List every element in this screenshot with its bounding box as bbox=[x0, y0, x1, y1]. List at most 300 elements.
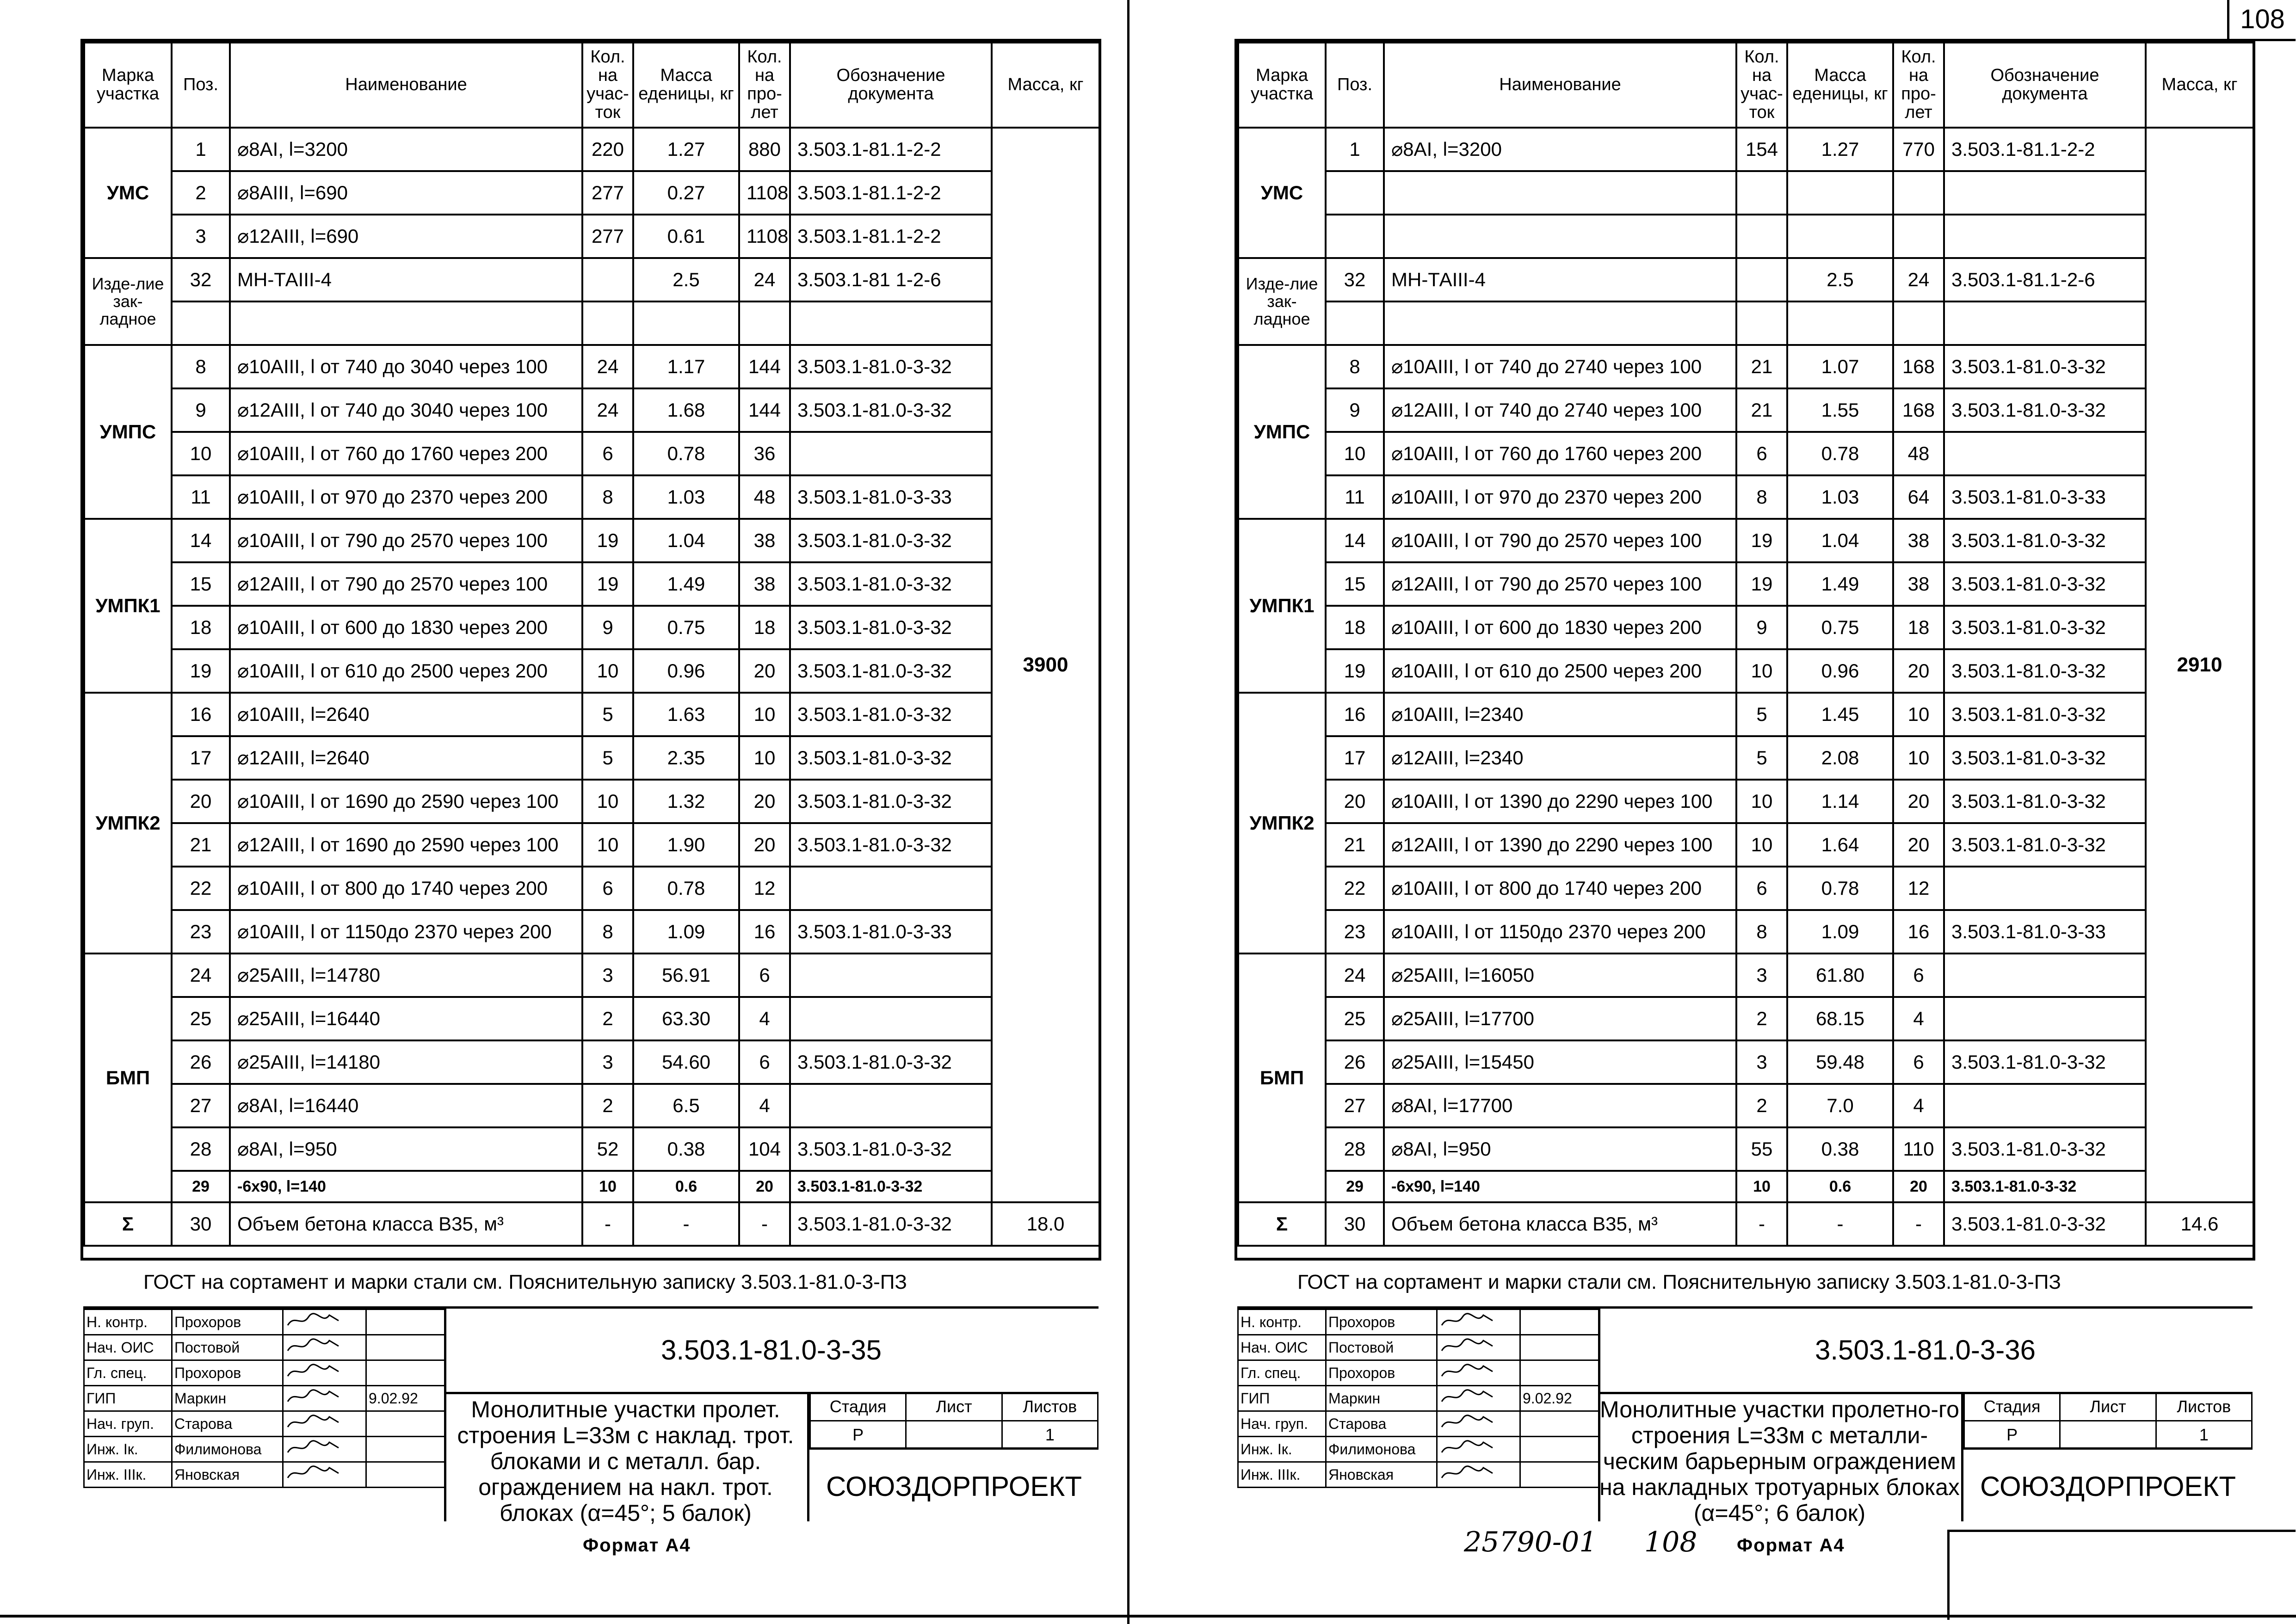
cell-qty-sections bbox=[582, 258, 633, 301]
stamp-signature bbox=[283, 1386, 366, 1411]
spec-body bbox=[1238, 43, 2253, 1246]
cell-qty-span: 18 bbox=[739, 606, 790, 649]
cell-name: ⌀10AIII, l от 970 до 2370 через 200 bbox=[230, 475, 582, 519]
cell-qty-span: 144 bbox=[739, 388, 790, 432]
stamp-signature bbox=[1437, 1386, 1520, 1411]
stage-table bbox=[809, 1392, 1099, 1447]
stamp-name: Маркин bbox=[172, 1386, 283, 1411]
cell-pos: 24 bbox=[1326, 953, 1384, 997]
cell-name bbox=[1384, 215, 1736, 258]
stamp-role: ГИП bbox=[84, 1386, 172, 1411]
cell-name: ⌀10AIII, l от 1390 до 2290 через 100 bbox=[1384, 780, 1736, 823]
cell-pos: 1 bbox=[172, 128, 230, 171]
cell-qty-sections: 2 bbox=[582, 1084, 633, 1127]
page-number: 108 bbox=[2227, 0, 2296, 41]
table-row bbox=[84, 606, 1099, 649]
stamp-role: Нач. груп. bbox=[1238, 1411, 1326, 1437]
cell-name: МН-ТАIII-4 bbox=[1384, 258, 1736, 301]
table-row bbox=[84, 215, 1099, 258]
header-mass: Масса, кг bbox=[2146, 43, 2253, 128]
cell-qty-sections: 277 bbox=[582, 171, 633, 215]
signature-mark bbox=[1439, 1439, 1495, 1456]
cell-qty-sections: 19 bbox=[582, 519, 633, 562]
cell-qty-span: 110 bbox=[1893, 1127, 1944, 1171]
cell-qty-sections: 19 bbox=[1736, 519, 1787, 562]
cell-doc: 3.503.1-81.1-2-2 bbox=[790, 128, 992, 171]
stamp-row bbox=[84, 1310, 445, 1335]
stamp-role: Гл. спец. bbox=[84, 1360, 172, 1386]
cell-pos: 16 bbox=[1326, 693, 1384, 736]
cell-qty-sections: 5 bbox=[582, 693, 633, 736]
header-pos: Поз. bbox=[172, 43, 230, 128]
cell-name: ⌀8AI, l=950 bbox=[230, 1127, 582, 1171]
cell-pos: 9 bbox=[172, 388, 230, 432]
stamp-row bbox=[1238, 1437, 1599, 1462]
table-row bbox=[84, 258, 1099, 301]
table-row bbox=[1238, 953, 2253, 997]
cell-qty-span: 20 bbox=[1893, 649, 1944, 693]
cell-doc: 3.503.1-81.0-3-32 bbox=[1944, 693, 2146, 736]
table-row bbox=[1238, 171, 2253, 215]
table-row bbox=[1238, 215, 2253, 258]
sum-row bbox=[1238, 1202, 2253, 1246]
cell-pos: 2 bbox=[172, 171, 230, 215]
cell-pos: 21 bbox=[1326, 823, 1384, 867]
table-row bbox=[1238, 258, 2253, 301]
right-bottom-frame bbox=[1947, 1530, 2296, 1620]
signature-mark bbox=[1439, 1311, 1495, 1329]
cell-name: ⌀12AIII, l=2640 bbox=[230, 736, 582, 780]
stamp-name: Прохоров bbox=[1326, 1310, 1437, 1335]
cell-doc: 3.503.1-81.0-3-32 bbox=[1944, 1127, 2146, 1171]
cell-unit-mass: 0.78 bbox=[1787, 432, 1893, 475]
section-mark: УМПК2 bbox=[1238, 693, 1326, 953]
cell-doc: 3.503.1-81.0-3-32 bbox=[790, 693, 992, 736]
cell-qty-span: 16 bbox=[739, 910, 790, 953]
cell-qty-span: 880 bbox=[739, 128, 790, 171]
cell-unit-mass bbox=[633, 301, 739, 345]
cell-qty-span: 104 bbox=[739, 1127, 790, 1171]
cell-doc: 3.503.1-81.0-3-32 bbox=[1944, 606, 2146, 649]
stamp-role: Н. контр. bbox=[84, 1310, 172, 1335]
cell-doc: 3.503.1-81.0-3-32 bbox=[790, 519, 992, 562]
cell-qty-span: 38 bbox=[1893, 519, 1944, 562]
title-block bbox=[83, 1309, 1099, 1526]
cell-doc: 3.503.1-81.1-2-2 bbox=[1944, 128, 2146, 171]
cell-unit-mass: 0.75 bbox=[633, 606, 739, 649]
cell-doc bbox=[1944, 171, 2146, 215]
cell-qty-sections: 10 bbox=[582, 1171, 633, 1202]
stamp-role: Инж. Iк. bbox=[84, 1437, 172, 1462]
cell-qty-sections: 2 bbox=[1736, 997, 1787, 1040]
cell-doc: 3.503.1-81.0-3-32 bbox=[1944, 1171, 2146, 1202]
cell-name: ⌀10AIII, l=2340 bbox=[1384, 693, 1736, 736]
table-row bbox=[84, 997, 1099, 1040]
cell-qty-sections: 6 bbox=[582, 867, 633, 910]
cell-pos: 1 bbox=[1326, 128, 1384, 171]
stamp-row bbox=[1238, 1360, 1599, 1386]
cell-pos: 28 bbox=[1326, 1127, 1384, 1171]
cell-name: ⌀8AIII, l=690 bbox=[230, 171, 582, 215]
stamp-row bbox=[84, 1335, 445, 1360]
cell-doc: 3.503.1-81.0-3-32 bbox=[1944, 388, 2146, 432]
cell-name: ⌀25AIII, l=15450 bbox=[1384, 1040, 1736, 1084]
signature-mark bbox=[1439, 1362, 1495, 1380]
cell-name: -6x90, l=140 bbox=[230, 1171, 582, 1202]
cell-unit-mass: - bbox=[633, 1202, 739, 1246]
drawing-title: Монолитные участки пролетно-го строения L=33м с металли-ческим барьерным ограждением на накладных тротуарных блоках (α=45°; 6 балок) bbox=[1598, 1392, 1963, 1521]
header-doc: Обозначение документа bbox=[790, 43, 992, 128]
signature-mark bbox=[285, 1311, 341, 1329]
stage-label: Стадия bbox=[810, 1393, 906, 1421]
cell-pos: 3 bbox=[172, 215, 230, 258]
cell-name: ⌀12AIII, l от 740 до 2740 через 100 bbox=[1384, 388, 1736, 432]
cell-qty-sections: 3 bbox=[1736, 953, 1787, 997]
stamp-signature bbox=[1437, 1335, 1520, 1360]
cell-pos: 28 bbox=[172, 1127, 230, 1171]
section-mark: Изде-лие зак-ладное bbox=[1238, 258, 1326, 345]
cell-qty-sections: 8 bbox=[582, 910, 633, 953]
cell-unit-mass: 56.91 bbox=[633, 953, 739, 997]
header-mass: Масса, кг bbox=[992, 43, 1099, 128]
spec-table bbox=[83, 42, 1100, 1247]
stamp-name: Постовой bbox=[1326, 1335, 1437, 1360]
cell-qty-span: 168 bbox=[1893, 345, 1944, 388]
sheet-label: Лист bbox=[2060, 1393, 2156, 1421]
header-doc: Обозначение документа bbox=[1944, 43, 2146, 128]
stamp-name: Яновская bbox=[172, 1462, 283, 1488]
stage-value: Р bbox=[810, 1421, 906, 1449]
cell-pos: 20 bbox=[172, 780, 230, 823]
cell-qty-sections: 6 bbox=[1736, 867, 1787, 910]
cell-pos: 14 bbox=[1326, 519, 1384, 562]
cell-qty-span: 20 bbox=[1893, 780, 1944, 823]
cell-qty-sections: 5 bbox=[582, 736, 633, 780]
cell-doc: 3.503.1-81.0-3-33 bbox=[790, 910, 992, 953]
table-row bbox=[1238, 345, 2253, 388]
stamp-signature bbox=[1437, 1411, 1520, 1437]
cell-name: ⌀8AI, l=3200 bbox=[1384, 128, 1736, 171]
cell-qty-sections: 220 bbox=[582, 128, 633, 171]
cell-pos: 18 bbox=[172, 606, 230, 649]
cell-qty-sections bbox=[582, 301, 633, 345]
spec-body bbox=[84, 43, 1099, 1246]
cell-name: ⌀12AIII, l от 790 до 2570 через 100 bbox=[1384, 562, 1736, 606]
cell-unit-mass: 2.5 bbox=[1787, 258, 1893, 301]
cell-unit-mass: 1.27 bbox=[633, 128, 739, 171]
table-row bbox=[84, 736, 1099, 780]
cell-name: ⌀10AIII, l от 1150до 2370 через 200 bbox=[230, 910, 582, 953]
cell-qty-span: 20 bbox=[739, 823, 790, 867]
stamp-name: Постовой bbox=[172, 1335, 283, 1360]
cell-doc bbox=[1944, 432, 2146, 475]
cell-qty-span: 4 bbox=[1893, 1084, 1944, 1127]
cell-qty-span bbox=[1893, 171, 1944, 215]
cell-name: ⌀10AIII, l от 600 до 1830 через 200 bbox=[230, 606, 582, 649]
cell-name: ⌀10AIII, l от 610 до 2500 через 200 bbox=[230, 649, 582, 693]
cell-pos: 17 bbox=[172, 736, 230, 780]
table-row bbox=[1238, 823, 2253, 867]
table-row bbox=[1238, 867, 2253, 910]
stamp-row bbox=[84, 1437, 445, 1462]
cell-pos: 26 bbox=[172, 1040, 230, 1084]
cell-name: МН-ТАIII-4 bbox=[230, 258, 582, 301]
cell-pos: 30 bbox=[172, 1202, 230, 1246]
format-label: Формат А4 bbox=[583, 1535, 691, 1556]
stamp-date bbox=[1520, 1335, 1599, 1360]
cell-qty-sections: - bbox=[1736, 1202, 1787, 1246]
cell-name: -6x90, l=140 bbox=[1384, 1171, 1736, 1202]
stamp-row bbox=[84, 1386, 445, 1411]
table-row bbox=[1238, 1171, 2253, 1202]
stamp-signature bbox=[283, 1411, 366, 1437]
cell-unit-mass: 0.78 bbox=[633, 432, 739, 475]
section-mark: БМП bbox=[84, 953, 172, 1202]
table-row bbox=[84, 823, 1099, 867]
cell-qty-span: 20 bbox=[739, 780, 790, 823]
format-label: Формат А4 bbox=[1737, 1535, 1845, 1556]
cell-unit-mass: 1.03 bbox=[1787, 475, 1893, 519]
cell-name: ⌀12AIII, l от 790 до 2570 через 100 bbox=[230, 562, 582, 606]
cell-doc bbox=[790, 953, 992, 997]
cell-qty-sections: 8 bbox=[1736, 475, 1787, 519]
cell-doc: 3.503.1-81.0-3-33 bbox=[1944, 475, 2146, 519]
table-row bbox=[84, 780, 1099, 823]
cell-unit-mass: 2.5 bbox=[633, 258, 739, 301]
cell-qty-span: 16 bbox=[1893, 910, 1944, 953]
title-block bbox=[1237, 1309, 2253, 1526]
cell-name: ⌀10AIII, l от 1690 до 2590 через 100 bbox=[230, 780, 582, 823]
cell-qty-span: 24 bbox=[739, 258, 790, 301]
sheet-right bbox=[1234, 39, 2255, 1558]
header-qty-span: Кол. на про-лет bbox=[739, 43, 790, 128]
cell-qty-sections: 52 bbox=[582, 1127, 633, 1171]
cell-qty-sections: 277 bbox=[582, 215, 633, 258]
gost-note: ГОСТ на сортамент и марки стали см. Пояснительную записку 3.503.1-81.0-3-ПЗ bbox=[1237, 1258, 2253, 1309]
signature-mark bbox=[285, 1439, 341, 1456]
header-marka: Марка участка bbox=[1238, 43, 1326, 128]
cell-pos: 10 bbox=[1326, 432, 1384, 475]
table-row bbox=[1238, 475, 2253, 519]
stamp-row bbox=[84, 1360, 445, 1386]
stamp-date bbox=[366, 1310, 445, 1335]
header-unit-mass: Масса еденицы, кг bbox=[1787, 43, 1893, 128]
cell-name: ⌀10AIII, l от 790 до 2570 через 100 bbox=[230, 519, 582, 562]
cell-qty-sections: 21 bbox=[1736, 345, 1787, 388]
cell-qty-sections: 10 bbox=[582, 823, 633, 867]
cell-doc bbox=[1944, 953, 2146, 997]
cell-name: ⌀12AIII, l от 1390 до 2290 через 100 bbox=[1384, 823, 1736, 867]
cell-qty-sections: 10 bbox=[1736, 823, 1787, 867]
cell-name: ⌀10AIII, l от 600 до 1830 через 200 bbox=[1384, 606, 1736, 649]
cell-pos: 19 bbox=[172, 649, 230, 693]
signature-mark bbox=[285, 1337, 341, 1354]
cell-qty-span: 4 bbox=[739, 997, 790, 1040]
cell-unit-mass: 2.08 bbox=[1787, 736, 1893, 780]
cell-doc: 3.503.1-81.1-2-2 bbox=[790, 215, 992, 258]
cell-pos: 23 bbox=[1326, 910, 1384, 953]
stamp-signature bbox=[283, 1310, 366, 1335]
stamp-date bbox=[366, 1360, 445, 1386]
cell-name: ⌀12AIII, l от 1690 до 2590 через 100 bbox=[230, 823, 582, 867]
cell-name: ⌀10AIII, l от 760 до 1760 через 200 bbox=[1384, 432, 1736, 475]
sheet-value bbox=[906, 1421, 1002, 1449]
table-row bbox=[84, 910, 1099, 953]
signature-mark bbox=[285, 1388, 341, 1405]
table-row bbox=[1238, 693, 2253, 736]
cell-pos bbox=[1326, 301, 1384, 345]
cell-unit-mass: 0.61 bbox=[633, 215, 739, 258]
cell-unit-mass: 0.6 bbox=[633, 1171, 739, 1202]
cell-pos: 32 bbox=[172, 258, 230, 301]
cell-pos bbox=[1326, 171, 1384, 215]
cell-pos: 25 bbox=[1326, 997, 1384, 1040]
cell-unit-mass: 1.03 bbox=[633, 475, 739, 519]
cell-qty-sections: 2 bbox=[1736, 1084, 1787, 1127]
cell-unit-mass: 59.48 bbox=[1787, 1040, 1893, 1084]
sheets-value: 1 bbox=[1002, 1421, 1098, 1449]
cell-qty-sections: 154 bbox=[1736, 128, 1787, 171]
cell-name bbox=[1384, 301, 1736, 345]
stamp-signature bbox=[283, 1335, 366, 1360]
cell-unit-mass: 1.64 bbox=[1787, 823, 1893, 867]
signature-mark bbox=[285, 1362, 341, 1380]
cell-doc: 3.503.1-81.0-3-32 bbox=[1944, 345, 2146, 388]
cell-unit-mass: 1.90 bbox=[633, 823, 739, 867]
cell-unit-mass: 1.55 bbox=[1787, 388, 1893, 432]
cell-name: ⌀12AIII, l=690 bbox=[230, 215, 582, 258]
cell-doc: 3.503.1-81.0-3-32 bbox=[790, 388, 992, 432]
header-unit-mass: Масса еденицы, кг bbox=[633, 43, 739, 128]
header-marka: Марка участка bbox=[84, 43, 172, 128]
cell-unit-mass: 7.0 bbox=[1787, 1084, 1893, 1127]
cell-doc: 3.503.1-81.0-3-32 bbox=[1944, 519, 2146, 562]
cell-qty-span: 20 bbox=[1893, 823, 1944, 867]
stamp-signature bbox=[283, 1437, 366, 1462]
cell-qty-sections: 19 bbox=[582, 562, 633, 606]
cell-qty-sections: 2 bbox=[582, 997, 633, 1040]
cell-unit-mass: 63.30 bbox=[633, 997, 739, 1040]
table-row bbox=[1238, 388, 2253, 432]
stamp-role: Нач. груп. bbox=[84, 1411, 172, 1437]
table-row bbox=[1238, 1040, 2253, 1084]
stamp-row bbox=[1238, 1335, 1599, 1360]
stamp-name: Старова bbox=[172, 1411, 283, 1437]
section-mark: БМП bbox=[1238, 953, 1326, 1202]
gost-note: ГОСТ на сортамент и марки стали см. Пояснительную записку 3.503.1-81.0-3-ПЗ bbox=[83, 1258, 1099, 1309]
cell-name: ⌀10AIII, l от 740 до 3040 через 100 bbox=[230, 345, 582, 388]
cell-qty-span: 168 bbox=[1893, 388, 1944, 432]
stamp-name: Филимонова bbox=[172, 1437, 283, 1462]
cell-doc: 3.503.1-81.1-2-6 bbox=[1944, 258, 2146, 301]
table-row bbox=[84, 171, 1099, 215]
cell-name: ⌀10AIII, l от 740 до 2740 через 100 bbox=[1384, 345, 1736, 388]
page-divider bbox=[1127, 0, 1129, 1624]
cell-qty-sections: 8 bbox=[1736, 910, 1787, 953]
section-mark: УМПК1 bbox=[1238, 519, 1326, 693]
header-name: Наименование bbox=[230, 43, 582, 128]
cell-unit-mass: 1.14 bbox=[1787, 780, 1893, 823]
stamp-role: Гл. спец. bbox=[1238, 1360, 1326, 1386]
table-row bbox=[84, 519, 1099, 562]
table-row bbox=[1238, 649, 2253, 693]
cell-name: ⌀12AIII, l от 740 до 3040 через 100 bbox=[230, 388, 582, 432]
cell-name: ⌀25AIII, l=16050 bbox=[1384, 953, 1736, 997]
organization-name: СОЮЗДОРПРОЕКТ bbox=[1963, 1447, 2253, 1524]
cell-pos: 23 bbox=[172, 910, 230, 953]
cell-qty-span: 10 bbox=[1893, 736, 1944, 780]
table-row bbox=[84, 953, 1099, 997]
stamp-signature bbox=[283, 1462, 366, 1488]
cell-name: ⌀25AIII, l=17700 bbox=[1384, 997, 1736, 1040]
cell-qty-sections: 10 bbox=[1736, 1171, 1787, 1202]
table-row bbox=[84, 475, 1099, 519]
signature-mark bbox=[285, 1413, 341, 1431]
cell-name: ⌀25AIII, l=16440 bbox=[230, 997, 582, 1040]
stamp-role: Нач. ОИС bbox=[1238, 1335, 1326, 1360]
cell-doc: 3.503.1-81.1-2-2 bbox=[790, 171, 992, 215]
cell-pos: 22 bbox=[1326, 867, 1384, 910]
cell-unit-mass: 61.80 bbox=[1787, 953, 1893, 997]
stamp-row bbox=[84, 1411, 445, 1437]
cell-qty-sections: 8 bbox=[582, 475, 633, 519]
header-name: Наименование bbox=[1384, 43, 1736, 128]
cell-unit-mass: 1.09 bbox=[1787, 910, 1893, 953]
cell-name bbox=[230, 301, 582, 345]
cell-qty-span: 20 bbox=[739, 649, 790, 693]
stamp-name: Маркин bbox=[1326, 1386, 1437, 1411]
cell-qty-span: 38 bbox=[739, 562, 790, 606]
cell-pos: 10 bbox=[172, 432, 230, 475]
table-row bbox=[84, 432, 1099, 475]
signature-mark bbox=[1439, 1337, 1495, 1354]
signature-mark bbox=[1439, 1464, 1495, 1482]
cell-qty-span: 20 bbox=[739, 1171, 790, 1202]
table-row bbox=[1238, 606, 2253, 649]
cell-qty-sections: 5 bbox=[1736, 736, 1787, 780]
cell-unit-mass: 1.63 bbox=[633, 693, 739, 736]
sheet-value bbox=[2060, 1421, 2156, 1449]
stamp-signature bbox=[1437, 1437, 1520, 1462]
document-code: 3.503.1-81.0-3-36 bbox=[1598, 1309, 2253, 1394]
cell-qty-sections: 3 bbox=[582, 1040, 633, 1084]
cell-qty-span: - bbox=[739, 1202, 790, 1246]
cell-unit-mass: 0.27 bbox=[633, 171, 739, 215]
stamp-row bbox=[1238, 1462, 1599, 1488]
sheet-left bbox=[80, 39, 1101, 1556]
stamp-role: ГИП bbox=[1238, 1386, 1326, 1411]
stage-table bbox=[1963, 1392, 2253, 1447]
cell-qty-span: 36 bbox=[739, 432, 790, 475]
cell-qty-span: 48 bbox=[739, 475, 790, 519]
cell-pos: 11 bbox=[172, 475, 230, 519]
cell-name: ⌀25AIII, l=14780 bbox=[230, 953, 582, 997]
stamp-date bbox=[1520, 1310, 1599, 1335]
stamp-row bbox=[1238, 1310, 1599, 1335]
cell-pos: 25 bbox=[172, 997, 230, 1040]
cell-doc: 3.503.1-81.0-3-33 bbox=[790, 475, 992, 519]
cell-qty-span: 12 bbox=[1893, 867, 1944, 910]
cell-name: Объем бетона класса В35, м³ bbox=[1384, 1202, 1736, 1246]
section-mark: УМПК1 bbox=[84, 519, 172, 693]
cell-qty-span: 6 bbox=[1893, 953, 1944, 997]
cell-doc: 3.503.1-81.0-3-32 bbox=[790, 1040, 992, 1084]
cell-qty-span: - bbox=[1893, 1202, 1944, 1246]
cell-name: ⌀10AIII, l от 760 до 1760 через 200 bbox=[230, 432, 582, 475]
cell-qty-sections: 10 bbox=[1736, 780, 1787, 823]
table-row bbox=[84, 345, 1099, 388]
cell-doc: 3.503.1-81.0-3-32 bbox=[790, 780, 992, 823]
